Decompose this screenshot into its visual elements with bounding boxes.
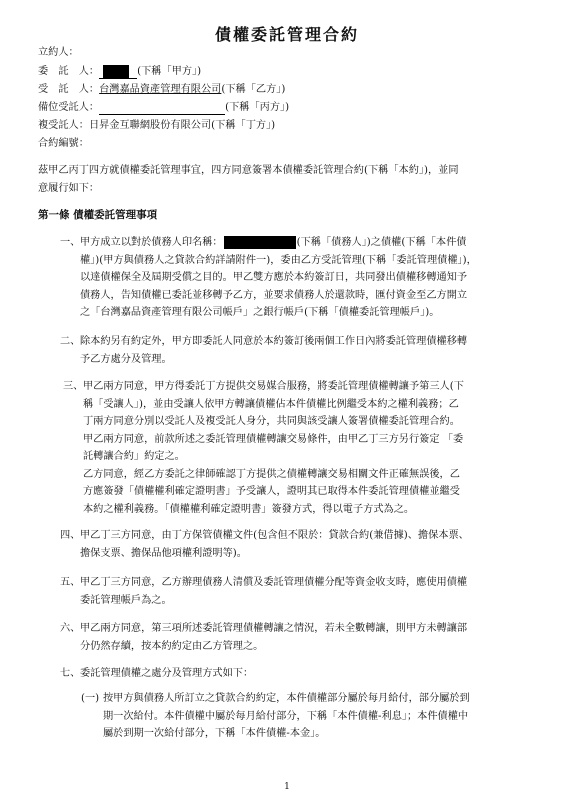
item-line: 託轉讓合約」約定之。 xyxy=(83,451,185,462)
item-line: 甲乙兩方同意，前款所述之委託管理債權轉讓交易條件，由甲乙丁三方另行簽定 「委 xyxy=(83,433,464,445)
item-line: 甲乙丁三方同意，乙方辦理債務人清償及委託管理債權分配等資金收支時，應使用債權 xyxy=(80,577,468,588)
item-line: 稱「受讓人」)，並由受讓人依甲方轉讓債權佔本件債權比例繼受本約之權利義務；乙 xyxy=(83,398,459,410)
item-number: 七、 xyxy=(60,668,81,679)
party-d-line xyxy=(38,119,275,133)
redaction-box xyxy=(103,65,129,78)
item-line xyxy=(80,234,477,252)
party-d-label: 複受託人： xyxy=(38,120,89,131)
item-number: 一、 xyxy=(60,237,81,248)
item-line: 乙方同意，經乙方委託之律師確認丁方提供之債權轉讓交易相關文件正確無誤後，乙 xyxy=(83,468,460,480)
parties-label: 立約人： xyxy=(38,47,79,58)
item-body xyxy=(83,378,464,518)
party-b-label: 受 託 人： xyxy=(38,84,100,95)
item-line: 除本約另有約定外，甲方即委託人同意於本約簽訂後兩個工作日內將委託管理債權移轉 xyxy=(80,336,468,347)
party-c-line xyxy=(38,101,289,115)
party-a-blank xyxy=(99,66,137,79)
item-line: 甲乙丁三方同意，由丁方保管債權文件(包含但不限於：貸款合約(兼借據)、擔保本票、 xyxy=(80,530,469,541)
item-body xyxy=(80,234,477,322)
item-line: 之「台灣嘉品資產管理有限公司帳戶」之銀行帳戶(下稱「債權委託管理帳戶」)。 xyxy=(80,307,440,318)
sub-item-line: 按甲方與債務人所訂立之貸款合約約定，本件債權部分屬於每月給付，部分屬於到 xyxy=(103,693,470,704)
item-body xyxy=(80,574,467,609)
item-body xyxy=(80,527,469,562)
party-b-suffix: (下稱「乙方」) xyxy=(221,84,286,95)
sub-item-line: 屬於到期一次給付部分，下稱「本件債權-本金」。 xyxy=(103,728,326,739)
contract-no-label: 合約編號： xyxy=(38,138,89,149)
redaction-box xyxy=(224,236,296,249)
section-heading: 第一條 債權委託管理事項 xyxy=(38,209,158,221)
item-text: 甲方成立以對於債務人印名稱： xyxy=(80,237,223,248)
party-c-label: 備位受託人： xyxy=(38,102,100,113)
party-c-suffix: (下稱「丙方」) xyxy=(225,102,290,113)
item-line: 委託管理債權之處分及管理方式如下： xyxy=(80,668,254,679)
item-number: 五、 xyxy=(60,577,81,588)
party-a-label: 委 託 人： xyxy=(38,66,100,77)
page-number: 1 xyxy=(284,782,290,792)
party-c-blank xyxy=(99,102,225,115)
item-body xyxy=(80,333,467,368)
item-line: 予乙方處分及管理。 xyxy=(80,353,172,365)
item-line: 方應簽發「債權權利確定證明書」予受讓人，證明其已取得本件委託管理債權並繼受 xyxy=(83,486,460,497)
party-b-name: 台灣嘉品資產管理有限公司 xyxy=(99,84,222,95)
item-body xyxy=(80,620,467,655)
item-text: (下稱「債務人」)之債權(下稱「本件債 xyxy=(296,237,467,248)
party-d-name: 日昇金互聯網股份有限公司(下稱「丁方」) xyxy=(88,120,276,131)
item-number: 三、 xyxy=(63,381,84,392)
item-number: 二、 xyxy=(60,336,81,347)
item-body xyxy=(80,665,253,683)
item-line: 債務人，告知債權已委託並移轉予乙方，並要求債務人於還款時，匯付資金至乙方開立 xyxy=(80,289,468,301)
item-number: 六、 xyxy=(60,623,81,634)
item-line: 分仍然存續，按本約約定由乙方管理之。 xyxy=(80,640,264,652)
item-line: 委託管理帳戶為之。 xyxy=(80,594,172,606)
item-line: 擔保支票、擔保品他項權利證明等)。 xyxy=(80,547,247,559)
sub-item-number: (一) xyxy=(81,693,100,704)
item-line: 本約之權利義務。「債權權利確定證明書」簽發方式，得以電子方式為之。 xyxy=(83,503,415,515)
party-a-line xyxy=(38,65,201,79)
preamble xyxy=(38,162,459,197)
preamble-line: 意履行如下： xyxy=(38,182,100,194)
item-number: 四、 xyxy=(60,530,81,541)
item-line: 以達債權保全及屆期受償之目的。甲乙雙方應於本約簽訂日，共同發出債權移轉通知予 xyxy=(80,272,468,283)
preamble-line: 茲甲乙丙丁四方就債權委託管理事宜，四方同意簽署本債權委託管理合約(下稱「本約」)，並同 xyxy=(38,165,459,176)
item-line: 甲乙兩方同意，第三項所述委託管理債權轉讓之情況，若未全數轉讓，則甲方未轉讓部 xyxy=(80,623,468,634)
item-line: 權」)(甲方與債務人之貸款合約詳請附件一)，委由乙方受託管理(下稱「委託管理債權」)， xyxy=(80,254,477,266)
party-b-line xyxy=(38,83,285,97)
item-line: 丁兩方同意分別以受託人及複受託人身分，共同與該受讓人簽署債權委託管理合約。 xyxy=(83,416,460,427)
sub-item-body xyxy=(103,690,470,743)
sub-item-line: 期一次給付。本件債權中屬於每月給付部分，下稱「本件債權-利息」；本件債權中 xyxy=(103,710,469,722)
document-title: 債權委託管理合約 xyxy=(214,25,359,44)
party-a-suffix: (下稱「甲方」) xyxy=(137,66,202,77)
item-line: 甲乙兩方同意，甲方得委託丁方提供交易媒合服務，將委託管理債權轉讓予第三人(下 xyxy=(83,381,464,392)
